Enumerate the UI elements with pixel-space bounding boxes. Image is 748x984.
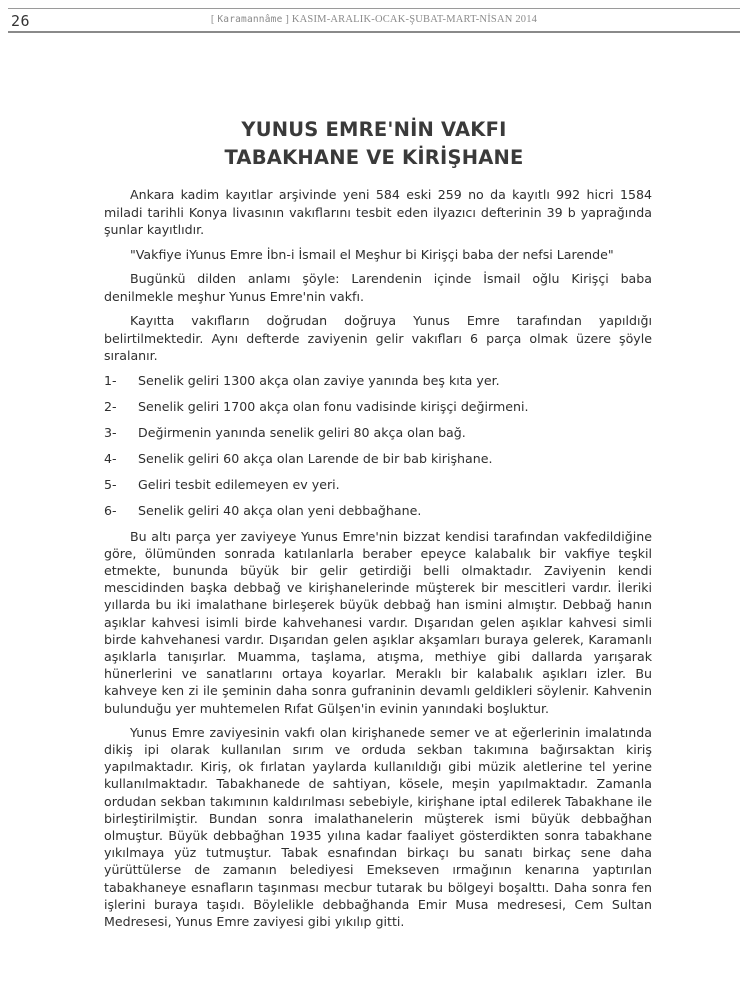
list-item-text: Senelik geliri 1700 akça olan fonu vadisinde kirişçi değirmeni. xyxy=(138,398,529,414)
article-body xyxy=(104,186,652,937)
header-bottom-rule xyxy=(8,31,740,33)
list-item-text: Geliri tesbit edilemeyen ev yeri. xyxy=(138,476,340,492)
page-number: 26 xyxy=(11,12,31,30)
paragraph-vakfiye-quote: "Vakfiye iYunus Emre İbn-i İsmail el Meşhur bi Kirişçi baba der nefsi Larende" xyxy=(130,246,614,262)
list-item xyxy=(104,398,652,416)
issue-dates: KASIM-ARALIK-OCAK-ŞUBAT-MART-NİSAN 2014 xyxy=(289,14,538,25)
list-item-text: Senelik geliri 60 akça olan Larende de bir bab kirişhane. xyxy=(138,450,493,466)
list-item xyxy=(104,372,652,390)
list-item-text: Senelik geliri 40 akça olan yeni debbağhane. xyxy=(138,502,422,518)
paragraph-foundation-list-intro: Kayıtta vakıfların doğrudan doğruya Yunus Emre tarafından yapıldığı belirtilmektedir. Aynı defterde zaviyenin gelir vakıfları 6 parça olmak üzere şöyle sıralanır. xyxy=(104,313,652,363)
list-item-number: 1- xyxy=(104,372,117,388)
article-title-line-1: YUNUS EMRE'NİN VAKFI xyxy=(241,118,507,141)
list-item xyxy=(104,450,652,468)
header-top-rule xyxy=(8,8,740,9)
list-item-number: 4- xyxy=(104,450,117,466)
list-item-text: Senelik geliri 1300 akça olan zaviye yanında beş kıta yer. xyxy=(138,372,500,388)
running-head xyxy=(8,14,740,25)
article-title xyxy=(0,116,748,172)
article-title-line-2: TABAKHANE VE KİRİŞHANE xyxy=(224,146,524,169)
list-item xyxy=(104,502,652,520)
list-item-number: 2- xyxy=(104,398,117,414)
list-item-number: 3- xyxy=(104,424,117,440)
journal-bracket-close: ] xyxy=(282,14,290,25)
paragraph-modern-meaning: Bugünkü dilden anlamı şöyle: Larendenin içinde İsmail oğlu Kirişçi baba denilmekle meşhur Yunus Emre'nin vakfı. xyxy=(104,271,652,304)
paragraph-archive-record: Ankara kadim kayıtlar arşivinde yeni 584 eski 259 no da kayıtlı 992 hicri 1584 miladi tarihli Konya livasının vakıflarını tesbit eden ilyazıcı defterinin 39 b yaprağında şunlar kayıtlıdır. xyxy=(104,187,652,237)
list-item-number: 5- xyxy=(104,476,117,492)
foundation-income-list xyxy=(104,372,652,520)
journal-name: Karamannâme xyxy=(217,14,283,25)
paragraph-kirishane-history: Yunus Emre zaviyesinin vakfı olan kirişhanede semer ve at eğerlerinin imalatında dikiş ipi olarak kullanılan sırım ve orduda sekban takımına bağırsaktan kiriş yapılmaktadır. Kiriş, ok fırlatan yaylarda kullanıldığı gibi müzik aletlerine tel yerine kullanılmaktadır. Tabakhanede de sahtiyan, kösele, meşin yapılmaktadır. Zamanla ordudan sekban takımının kaldırılması sebebiyle, kirişhane iptal edilerek Tabakhane ile birleştirilmiştir. Bundan sonra imalathanelerin müşterek ismi büyük debbağhan olmuştur. Büyük debbağhan 1935 yılına kadar faaliyet gösterdikten sonra tabakhane yıkılmaya yüz tutmuştur. Tabak esnafından birkaçı bu sanatı birkaç sene daha yürüttülerse de zamanın belediyesi Emekseven ırmağının kenarına yaptırılan tabakhaneye esnafların taşınması mecbur tutarak bu bölgeyi boşalttı. Daha sonra fen işlerini buraya taşıdı. Böylelikle debbağhanda Emir Musa medresesi, Cem Sultan Medresesi, Yunus Emre zaviyesi gibi yıkılıp gitti. xyxy=(104,724,652,929)
list-item-text: Değirmenin yanında senelik geliri 80 akça olan bağ. xyxy=(138,424,466,440)
list-item xyxy=(104,424,652,442)
list-item-number: 6- xyxy=(104,502,117,518)
paragraph-six-parcels: Bu altı parça yer zaviyeye Yunus Emre'nin bizzat kendisi tarafından vakfedildiğine göre, ölümünden sonrada katılanlarla beraber epeyce kalabalık bir vakfiye teşkil etmekte, bununda büyük bir gelir getirdiği belli olmaktadır. Zaviyenin kendi mescidinden başka debbağ ve kirişhanelerinde müşterek bir mescitleri vardır. İleriki yıllarda bu iki imalathane birleşerek büyük debbağ han ismini almıştır. Debbağ hanın aşıklar kahvesi isimli birde kahvehanesi vardır. Dışarıdan gelen aşıklar kahvesi simli birde kahvehanesi vardır. Dışarıdan gelen aşıklar akşamları buraya gelerek, Karamanlı aşıklarla tanışırlar. Muamma, taşlama, atışma, methiye gibi dallarda yarışarak hünerlerini ve sanatlarını ortaya koyarlar. Meraklı bir kalabalık aşıkları izler. Bu kahveye ken zi ile şeminin daha sonra gufraninin devamlı geldikleri söylenir. Kahvenin bulunduğu yer muhtemelen Rıfat Gülşen'in evinin yanındaki boşluktur. xyxy=(104,528,652,716)
list-item xyxy=(104,476,652,494)
journal-bracket-open: [ xyxy=(210,14,218,25)
page-header xyxy=(8,8,740,32)
